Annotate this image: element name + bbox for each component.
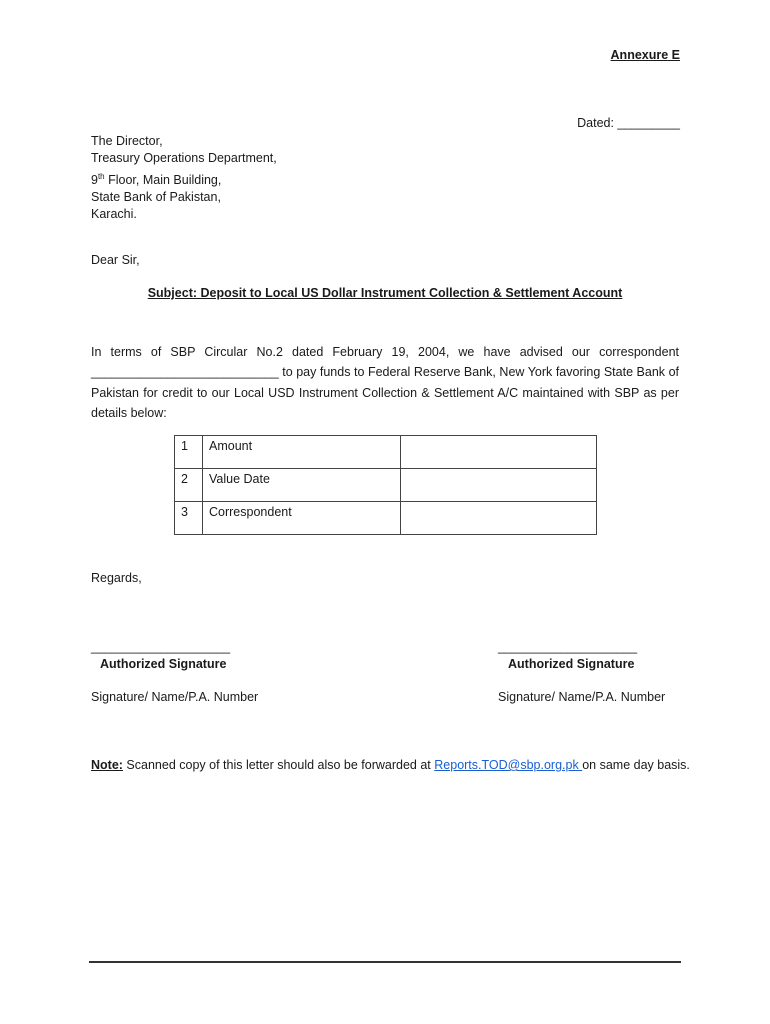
left-signature-sub: Signature/ Name/P.A. Number — [91, 690, 259, 704]
note-text-end: on same day basis. — [582, 758, 690, 772]
note-text: Scanned copy of this letter should also be forwarded at — [122, 758, 435, 772]
address-line-5: Karachi. — [91, 207, 137, 222]
row-label: Amount — [203, 436, 401, 469]
address-line-3 — [91, 168, 277, 189]
address-line-1: The Director, — [91, 134, 163, 148]
salutation: Dear Sir, — [91, 253, 140, 267]
recipient-address — [91, 133, 277, 224]
right-signature-sub: Signature/ Name/P.A. Number — [498, 690, 666, 704]
row-number: 1 — [175, 436, 203, 469]
row-number: 3 — [175, 502, 203, 535]
row-value[interactable] — [401, 469, 597, 502]
letter-body: In terms of SBP Circular No.2 dated February 19, 2004, we have advised our correspondent ___________________________ to pay funds to Federal Reserve Bank, New York favoring State Bank of Pakistan for credit to our Local USD Instrument Collection & Settlement A/C maintained with SBP as per details below: — [91, 345, 679, 420]
dated-field: Dated: _________ — [577, 116, 680, 130]
note-label: Note: — [91, 758, 123, 772]
footer-divider — [89, 961, 681, 963]
table-row — [175, 469, 597, 502]
address-line-2: Treasury Operations Department, — [91, 151, 277, 166]
floor-text: Floor, Main Building, — [108, 172, 222, 187]
table-row — [175, 436, 597, 469]
subject-line: Subject: Deposit to Local US Dollar Instrument Collection & Settlement Account — [147, 286, 623, 300]
address-line-4: State Bank of Pakistan, — [91, 190, 221, 205]
row-value[interactable] — [401, 436, 597, 469]
regards: Regards, — [91, 571, 142, 585]
note-paragraph — [91, 756, 691, 775]
left-signature-title: Authorized Signature — [100, 657, 227, 671]
row-value[interactable] — [401, 502, 597, 535]
floor-number: 9 — [91, 172, 98, 187]
row-label: Correspondent — [203, 502, 401, 535]
right-signature-title: Authorized Signature — [508, 657, 635, 671]
left-signature-line: ____________________ — [91, 640, 231, 654]
row-label: Value Date — [203, 469, 401, 502]
email-link[interactable]: Reports.TOD@sbp.org.pk — [434, 758, 583, 772]
table-row — [175, 502, 597, 535]
right-signature-line: ____________________ — [498, 640, 638, 654]
annexure-label: Annexure E — [610, 48, 680, 62]
row-number: 2 — [175, 469, 203, 502]
details-table — [174, 435, 597, 535]
floor-suffix: th — [97, 171, 105, 181]
